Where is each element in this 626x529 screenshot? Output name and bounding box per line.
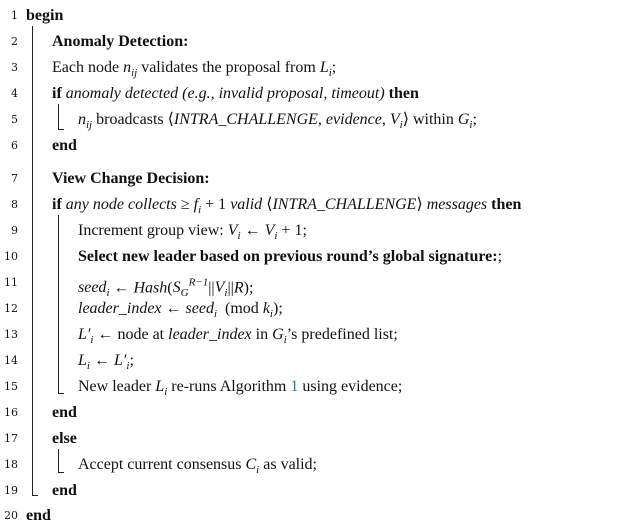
line-number: 19 [4,484,18,497]
line-number: 6 [11,139,18,152]
line-number: 17 [4,432,18,445]
block-rule-tick [58,393,64,394]
line-number: 9 [11,224,18,237]
algo-line-text: $n_{ij}$ broadcasts ⟨INTRA_CHALLENGE, evidence, $V_i⟩$ within $G_i$; [78,111,477,132]
block-rule [58,215,59,394]
algo-line-text: begin [26,7,64,24]
algo-line-text: end [52,404,77,421]
algo-line-text: if anomaly detected (e.g., invalid proposal, timeout) then [52,85,419,102]
algo-line-text: Anomaly Detection: [52,33,189,50]
algo-line-text: end [52,137,77,154]
line-number: 16 [4,406,18,419]
line-number: 20 [4,509,18,522]
algo-line [0,503,626,529]
block-rule-tick [58,472,64,473]
algo-line [0,218,626,244]
algo-line-text: New leader $L_i$ re-runs Algorithm 1 using evidence; [78,378,403,399]
line-number: 3 [11,61,18,74]
line-number: 7 [11,172,18,185]
algo-line-text: View Change Decision: [52,170,210,187]
line-number: 4 [11,87,18,100]
block-rule-tick [58,129,64,130]
line-number: 2 [11,35,18,48]
line-number: 14 [4,354,18,367]
block-rule [58,104,59,130]
algo-line-text: seed$_i$ ← $Hash(S_G^{R-1}||V_i||R)$; [78,277,254,300]
algo-line-text: else [52,430,77,447]
line-number: 1 [11,9,18,22]
algo-line-text: end [26,507,51,524]
algo-line [0,478,626,504]
block-rule [32,26,33,496]
line-number: 15 [4,380,18,393]
algo-line-text: Each node $n_{ij}$ validates the proposal from $L_i$; [52,59,337,80]
algo-line [0,426,626,452]
line-number: 8 [11,198,18,211]
algo-line [0,452,626,478]
line-number: 12 [4,302,18,315]
algo-line-text: Accept current consensus $C_i$ as valid; [78,456,317,477]
line-number: 13 [4,328,18,341]
algo-line [0,29,626,55]
line-number: 11 [4,276,18,289]
algo-line-text: end [52,482,77,499]
algo-line [0,400,626,426]
algo-line [0,270,626,300]
line-number: 5 [11,113,18,126]
algo-line [0,374,626,400]
algo-line-text: leader_index ← seed$_i$ (mod $k_i$); [78,300,283,321]
algo-line-text: $L_i$ ← $L'_i$; [78,352,134,373]
algo-line-text: Increment group view: $V_i$ ← $V_i + 1$; [78,222,307,243]
algo-line-text: $L'_i$ ← node at leader_index in $G_i’s$ predefined list; [78,326,398,347]
algo-line-text: if any node collects ≥ $f_i + 1$ valid ⟨INTRA_CHALLENGE⟩ messages then [52,196,522,217]
algo-line [0,244,626,270]
algo-line [0,55,626,81]
line-number: 10 [4,250,18,263]
line-number: 18 [4,458,18,471]
algo-line-text: Select new leader based on previous round’s global signature:; [78,248,503,265]
block-rule-tick [32,495,38,496]
block-rule [58,449,59,473]
algo-line [0,133,626,159]
algo-line [0,296,626,322]
algo-line [0,107,626,133]
algo-line [0,322,626,348]
algo-line [0,192,626,218]
algo-line [0,3,626,29]
algo-line [0,81,626,107]
algo-line [0,348,626,374]
algo-line [0,166,626,192]
